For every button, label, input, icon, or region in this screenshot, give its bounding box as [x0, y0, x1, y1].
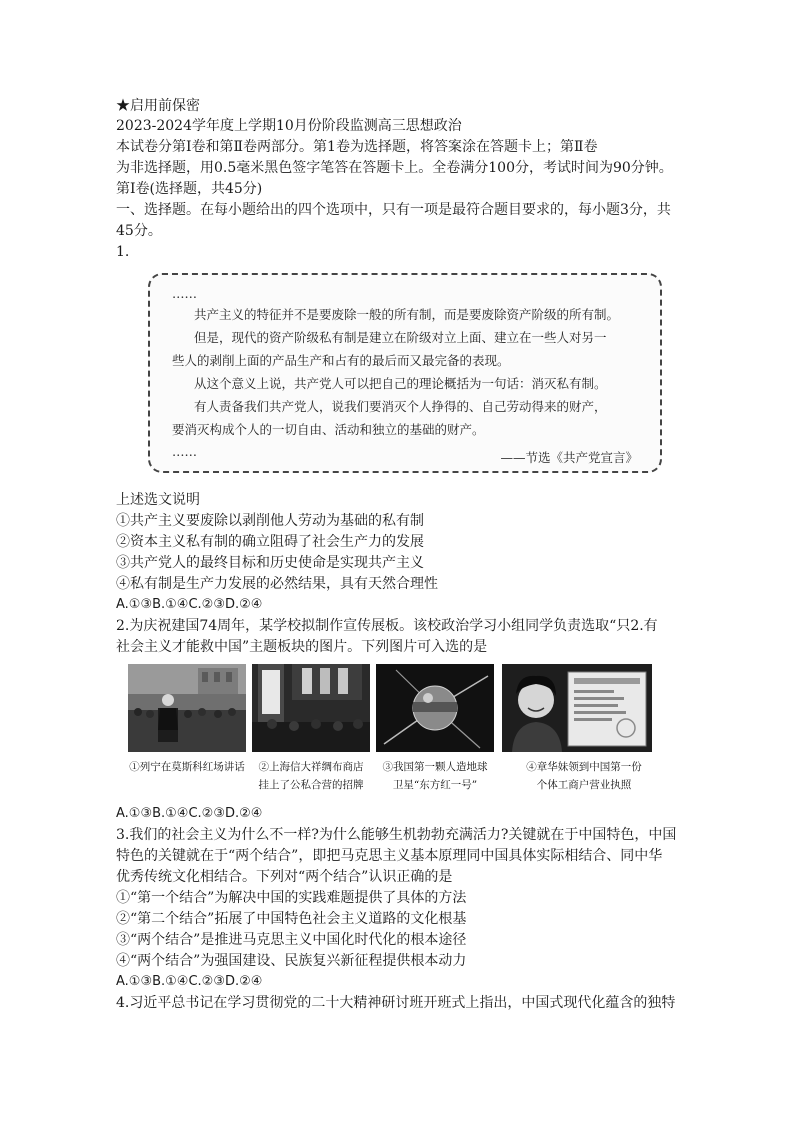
- q2-line-1: 2.为庆祝建国74周年，某学校拟制作宣传展板。该校政治学习小组同学负责选取“只2.有: [116, 618, 658, 634]
- q3-line-2: 特色的关键就在于“两个结合”，即把马克思主义基本原理同中国具体实际相结合、同中华: [116, 848, 663, 864]
- q2-photo-strip: [116, 660, 666, 798]
- q3-answer-choices: A.①③B.①④C.②③D.②④: [116, 974, 263, 989]
- q3-option-3: ③“两个结合”是推进马克思主义中国化时代化的根本途径: [116, 932, 467, 948]
- section-instructions-2: 45分。: [116, 223, 162, 239]
- q1-number: 1.: [116, 244, 130, 260]
- q1-option-4: ④私有制是生产力发展的必然结果，具有天然合理性: [116, 576, 438, 592]
- photo-lenin-red-square: [128, 664, 246, 752]
- q1-stem: 上述选文说明: [116, 492, 200, 508]
- caption-4-line-1: ④章华妹领到中国第一份: [526, 761, 642, 773]
- caption-2-line-2: 挂上了公私合营的招牌: [258, 779, 364, 791]
- photo-caption-1: [124, 758, 250, 776]
- quote-ellipsis-top: ……: [172, 286, 197, 301]
- q4-line-1: 4.习近平总书记在学习贯彻党的二十大精神研讨班开班式上指出，中国式现代化蕴含的独特: [116, 995, 676, 1011]
- caption-3-line-1: ③我国第一颗人造地球: [382, 761, 488, 773]
- q2-answer-choices: A.①③B.①④C.②③D.②④: [116, 806, 263, 821]
- intro-line-2: 为非选择题，用0.5毫米黑色签字笔答在答题卡上。全卷满分100分，考试时间为90分钟。: [116, 160, 673, 176]
- caption-3-line-2: 卫星“东方红一号”: [392, 779, 478, 791]
- q1-answer-choices: A.①③B.①④C.②③D.②④: [116, 597, 263, 612]
- photo-license-holder: [502, 664, 652, 752]
- quote-para-2a: 但是，现代的资产阶级私有制是建立在阶级对立上面、建立在一些人对另一: [194, 330, 607, 345]
- quote-ellipsis-bottom: ……: [172, 444, 197, 459]
- quote-source: ——节选《共产党宣言》: [500, 450, 638, 465]
- q1-quote-box: [148, 273, 662, 473]
- q1-option-2: ②资本主义私有制的确立阻碍了社会生产力的发展: [116, 534, 424, 550]
- q3-option-4: ④“两个结合”为强国建设、民族复兴新征程提供根本动力: [116, 953, 467, 969]
- photo-shanghai-store: [252, 664, 370, 752]
- caption-4-line-2: 个体工商户营业执照: [536, 779, 632, 791]
- photo-caption-2: [248, 758, 374, 794]
- photo-caption-3: [372, 758, 498, 794]
- q3-line-3: 优秀传统文化相结合。下列对“两个结合”认识正确的是: [116, 869, 453, 885]
- confidential-mark: ★启用前保密: [116, 98, 200, 114]
- photo-satellite: [376, 664, 494, 752]
- q3-option-1: ①“第一个结合”为解决中国的实践难题提供了具体的方法: [116, 890, 467, 906]
- q3-line-1: 3.我们的社会主义为什么不一样?为什么能够生机勃勃充满活力?关键就在于中国特色，中国: [116, 827, 677, 843]
- quote-para-4b: 要消灭构成个人的一切自由、活动和独立的基础的财产。: [172, 422, 485, 437]
- quote-para-4a: 有人责备我们共产党人，说我们要消灭个人挣得的、自己劳动得来的财产，: [194, 399, 607, 414]
- part1-heading: 第Ⅰ卷(选择题，共45分): [116, 181, 263, 197]
- caption-2-line-1: ②上海信大祥绸布商店: [258, 761, 364, 773]
- section-instructions-1: 一、选择题。在每小题给出的四个选项中，只有一项是最符合题目要求的，每小题3分，共: [116, 202, 671, 218]
- q3-option-2: ②“第二个结合”拓展了中国特色社会主义道路的文化根基: [116, 911, 467, 927]
- intro-line-1: 本试卷分第Ⅰ卷和第Ⅱ卷两部分。第1卷为选择题，将答案涂在答题卡上；第Ⅱ卷: [116, 139, 598, 155]
- quote-para-3: 从这个意义上说，共产党人可以把自己的理论概括为一句话：消灭私有制。: [194, 376, 607, 391]
- photo-caption-4: [514, 758, 654, 794]
- caption-1-line-1: ①列宁在莫斯科红场讲话: [129, 761, 245, 773]
- exam-title: 2023-2024学年度上学期10月份阶段监测高三思想政治: [116, 118, 462, 134]
- q2-line-2: 社会主义才能救中国”主题板块的图片。下列图片可入选的是: [116, 639, 488, 655]
- q1-option-1: ①共产主义要废除以剥削他人劳动为基础的私有制: [116, 513, 424, 529]
- quote-para-1: 共产主义的特征并不是要废除一般的所有制，而是要废除资产阶级的所有制。: [194, 307, 620, 322]
- q1-option-3: ③共产党人的最终目标和历史使命是实现共产主义: [116, 555, 424, 571]
- quote-para-2b: 些人的剥削上面的产品生产和占有的最后而又最完备的表现。: [172, 353, 510, 368]
